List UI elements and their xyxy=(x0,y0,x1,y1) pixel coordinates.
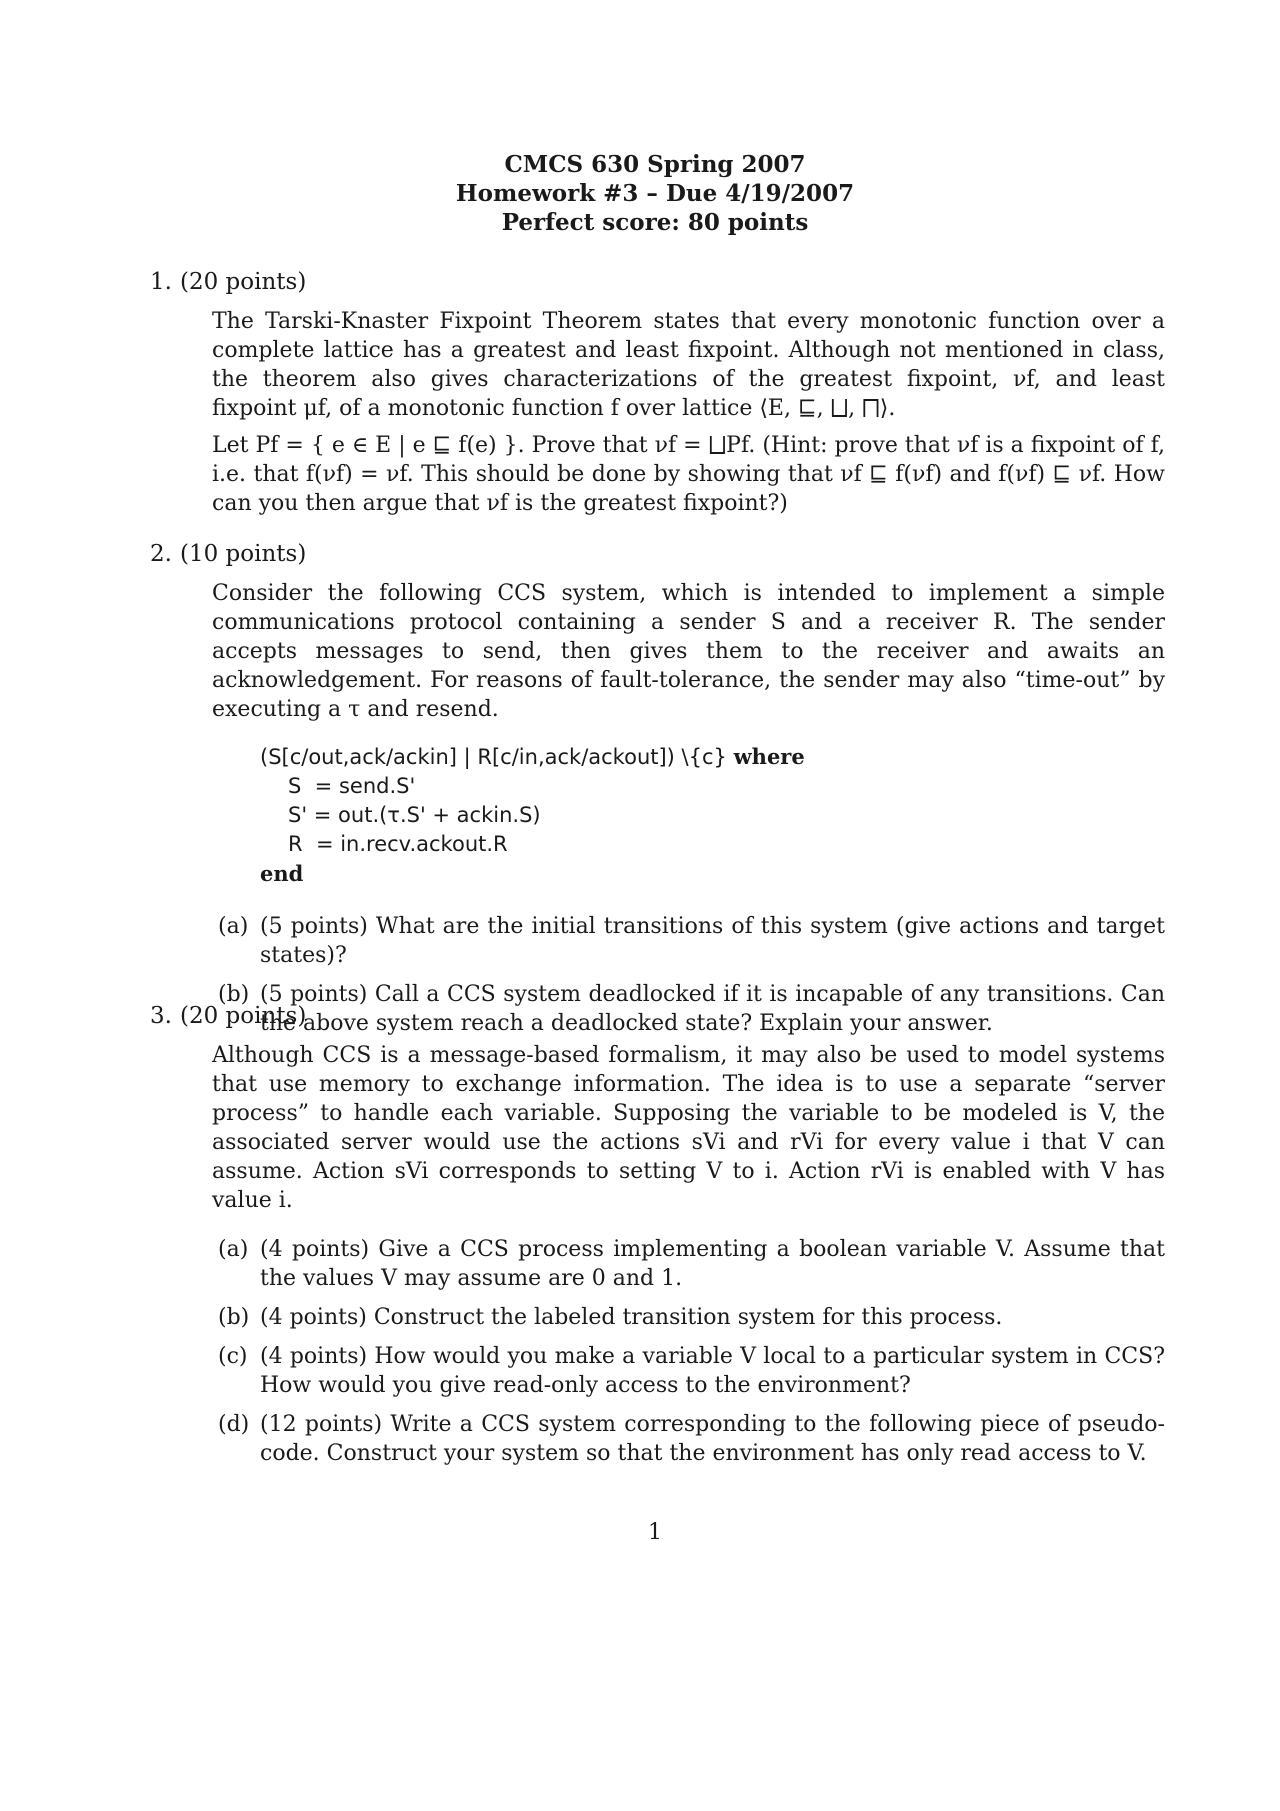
code-text: (S[c/out,ack/ackin] | R[c/in,ack/ackout]) \{c} xyxy=(260,745,727,769)
subpart-text: (5 points) Call a CCS system deadlocked if it is incapable of any transitions. Can the above system reach a deadlocked state? Explain your answer. xyxy=(260,982,1165,1036)
subpart-label: (a) xyxy=(218,914,249,939)
subpart-label: (b) xyxy=(218,1305,250,1330)
homework-title: Homework #3 – Due 4/19/2007 xyxy=(455,180,855,207)
problem-paragraph: Although CCS is a message-based formalism, it may also be used to model systems that use memory to exchange information. The idea is to use a separate “server process” to handle each variable. Supposing the variable to be modeled is V, the associated server would use the actions sVi and rVi for every value i that V can assume. Action sVi corresponds to setting V to i. Action rVi is enabled with V has value i. xyxy=(212,1043,1165,1213)
problem-number: 3. xyxy=(150,1003,172,1029)
perfect-score: Perfect score: 80 points xyxy=(501,209,809,236)
subpart xyxy=(218,1410,1165,1468)
ccs-code-block xyxy=(260,742,1165,888)
problem-points: (10 points) xyxy=(180,541,307,567)
subpart-text: (5 points) What are the initial transitions of this system (give actions and target states)? xyxy=(260,914,1165,968)
subpart-label: (b) xyxy=(218,982,250,1007)
problem-points: (20 points) xyxy=(180,269,307,295)
subpart-text: (4 points) How would you make a variable V local to a particular system in CCS? How would you give read-only access to the environment? xyxy=(260,1344,1165,1398)
problem-paragraph: Consider the following CCS system, which is intended to implement a simple communications protocol containing a sender S and a receiver R. The sender accepts messages to send, then gives them to the receiver and awaits an acknowledgement. For reasons of fault-tolerance, the sender may also “time-out” by executing a τ and resend. xyxy=(212,581,1165,722)
code-text: S' = out.(τ.S' + ackin.S) xyxy=(288,803,541,827)
subpart xyxy=(218,912,1165,970)
code-line xyxy=(260,742,1165,772)
problem-3 xyxy=(150,1002,1165,1468)
subpart-label: (c) xyxy=(218,1344,248,1369)
subpart-text: (12 points) Write a CCS system corresponding to the following piece of pseudo-code. Construct your system so that the environment has only read access to V. xyxy=(260,1412,1165,1466)
problem-number: 1. xyxy=(150,269,172,295)
subpart-text: (4 points) Give a CCS process implementing a boolean variable V. Assume that the values V may assume are 0 and 1. xyxy=(260,1237,1165,1291)
subpart xyxy=(218,1235,1165,1293)
code-text: S = send.S' xyxy=(288,774,416,798)
code-text: R = in.recv.ackout.R xyxy=(288,832,508,856)
problem-paragraph: The Tarski-Knaster Fixpoint Theorem states that every monotonic function over a complete lattice has a greatest and least fixpoint. Although not mentioned in class, the theorem also gives characterizations of the greatest fixpoint, νf, and least fixpoint μf, of a monotonic function f over lattice ⟨E, ⊑, ⨆, ⨅⟩. xyxy=(212,309,1165,421)
problem-paragraph: Let Pf = { e ∈ E | e ⊑ f(e) }. Prove that νf = ⨆Pf. (Hint: prove that νf is a fixpoint of f, i.e. that f(νf) = νf. This should be done by showing that νf ⊑ f(νf) and f(νf) ⊑ νf. How can you then argue that νf is the greatest fixpoint?) xyxy=(212,433,1165,516)
problem-points: (20 points) xyxy=(180,1003,307,1029)
code-line xyxy=(260,830,1165,859)
subpart-label: (a) xyxy=(218,1237,249,1262)
code-line xyxy=(260,801,1165,830)
page-number: 1 xyxy=(648,1520,662,1545)
code-keyword: end xyxy=(260,861,304,886)
code-line xyxy=(260,772,1165,801)
subpart-text: (4 points) Construct the labeled transition system for this process. xyxy=(260,1305,1003,1330)
problem-1 xyxy=(150,268,1165,518)
subpart-label: (d) xyxy=(218,1412,250,1437)
document-header xyxy=(0,150,1280,237)
problem-2 xyxy=(150,540,1165,1038)
problem-number: 2. xyxy=(150,541,172,567)
course-title: CMCS 630 Spring 2007 xyxy=(504,151,806,178)
subpart xyxy=(218,1342,1165,1400)
code-keyword: where xyxy=(733,744,805,769)
subpart xyxy=(218,1303,1165,1332)
